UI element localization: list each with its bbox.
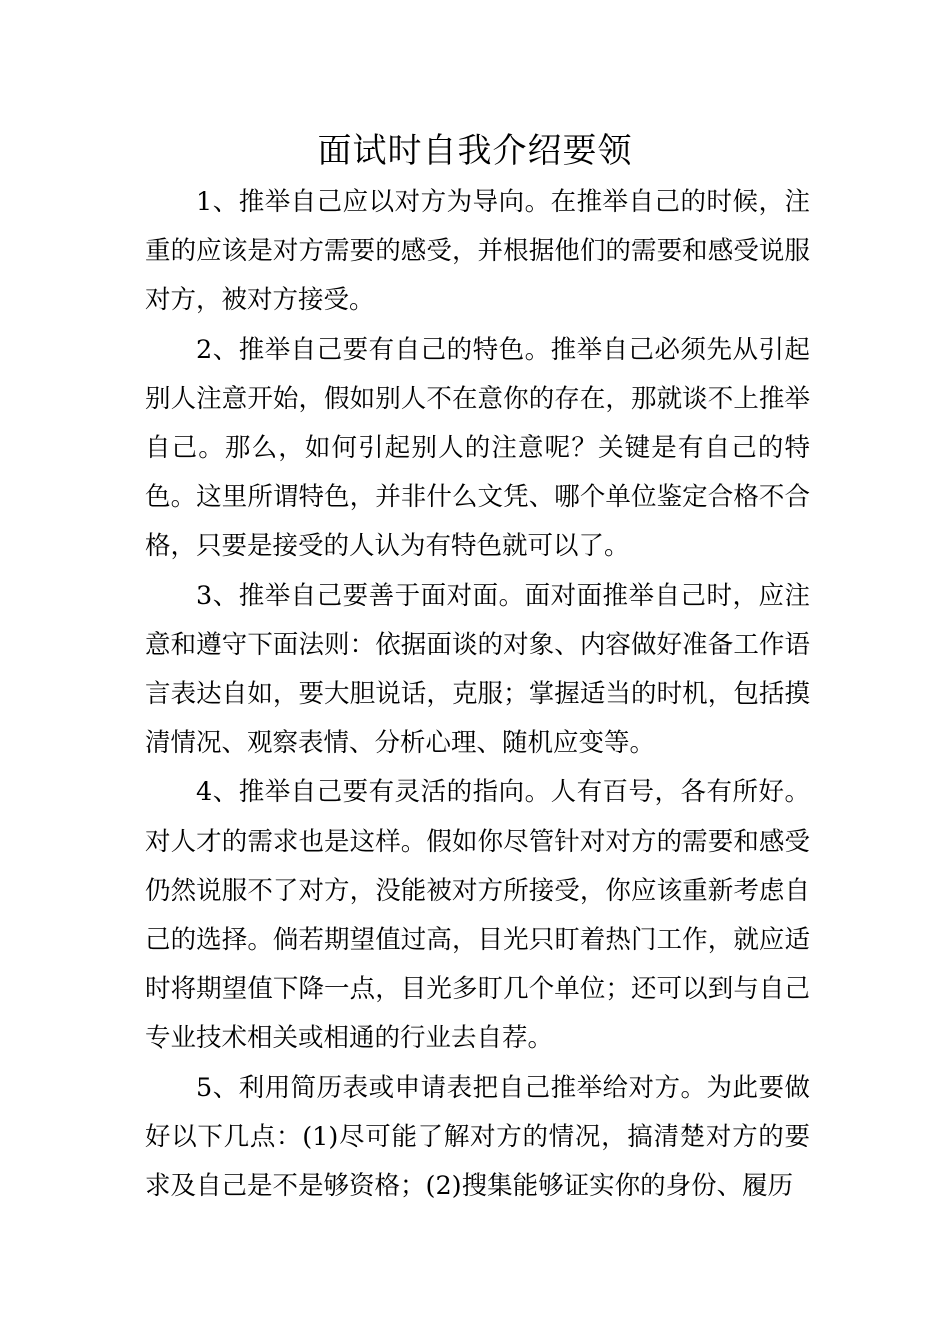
document-body	[145, 178, 810, 1211]
paragraph-5: 5、利用简历表或申请表把自己推举给对方。为此要做好以下几点：(1)尽可能了解对方的情况，搞清楚对方的要求及自己是不是够资格；(2)搜集能够证实你的身份、履历	[145, 1072, 810, 1202]
paragraph-1: 1、推举自己应以对方为导向。在推举自己的时候，注重的应该是对方需要的感受，并根据他们的需要和感受说服对方，被对方接受。	[145, 187, 810, 316]
paragraph-3: 3、推举自己要善于面对面。面对面推举自己时，应注意和遵守下面法则：依据面谈的对象、内容做好准备工作语言表达自如，要大胆说话，克服；掌握适当的时机，包括摸清情况、观察表情、分析心理、随机应变等。	[145, 580, 810, 759]
paragraph-2: 2、推举自己要有自己的特色。推举自己必须先从引起别人注意开始，假如别人不在意你的存在，那就谈不上推举自己。那么，如何引起别人的注意呢？关键是有自己的特色。这里所谓特色，并非什么文凭、哪个单位鉴定合格不合格，只要是接受的人认为有特色就可以了。	[145, 334, 810, 562]
document-title: 面试时自我介绍要领	[317, 131, 633, 171]
paragraph-4: 4、推举自己要有灵活的指向。人有百号，各有所好。对人才的需求也是这样。假如你尽管针对对方的需要和感受仍然说服不了对方，没能被对方所接受，你应该重新考虑自己的选择。倘若期望值过高，目光只盯着热门工作，就应适时将期望值下降一点，目光多盯几个单位；还可以到与自己专业技术相关或相通的行业去自荐。	[145, 777, 810, 1054]
